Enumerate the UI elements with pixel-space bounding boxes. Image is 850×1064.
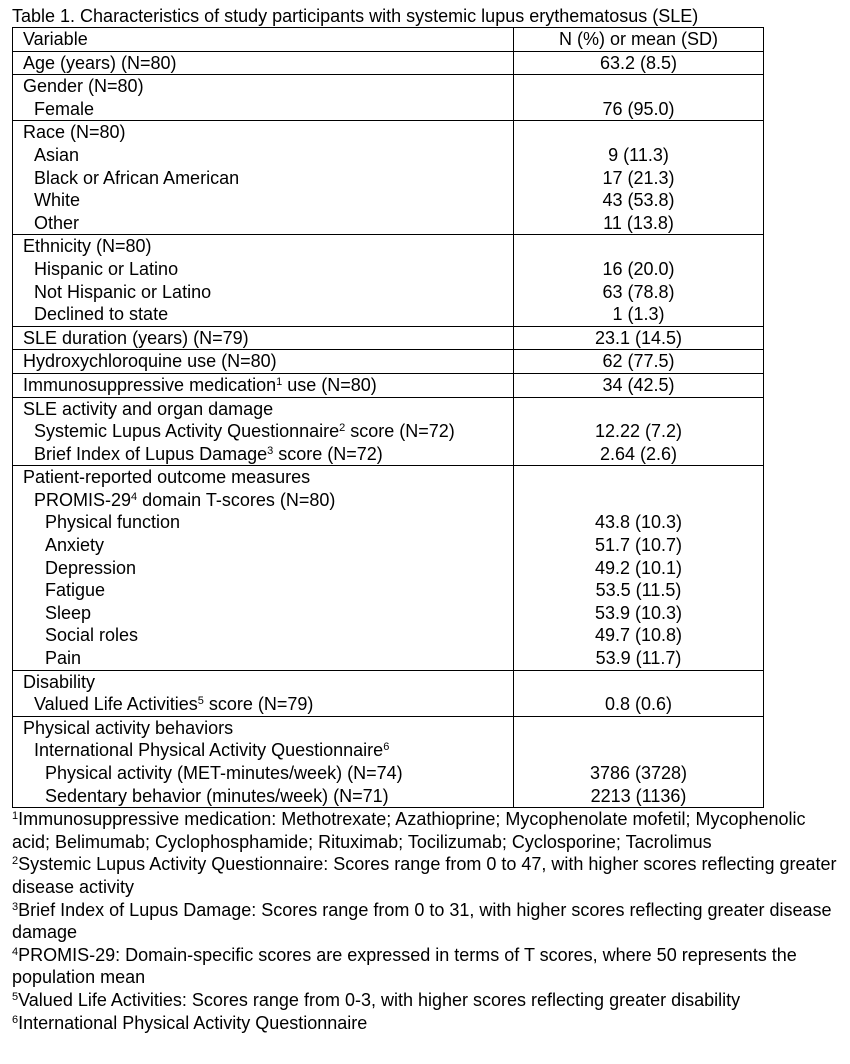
group-label: Physical activity behaviors: [23, 717, 234, 738]
header-value: N (%) or mean (SD): [558, 29, 719, 49]
row-label: Sedentary behavior (minutes/week) (N=71): [45, 785, 389, 806]
row-label: White: [34, 190, 81, 211]
table-row-gender: [13, 75, 764, 121]
row-value: 34 (42.5): [602, 374, 675, 395]
row-label: SLE duration (years) (N=79): [23, 327, 249, 348]
table-caption: Table 1. Characteristics of study participants with systemic lupus erythematosus (SLE): [12, 6, 699, 26]
row-label: Physical function: [45, 512, 181, 533]
row-value: 49.2 (10.1): [594, 557, 683, 578]
footnote-5: $^5$Valued Life Activities: Scores range from 0-3, with higher scores reflecting greater disability: [12, 989, 741, 1010]
row-label: Not Hispanic or Latino: [34, 281, 212, 302]
row-value: 17 (21.3): [602, 167, 675, 188]
row-value: 51.7 (10.7): [594, 535, 683, 556]
table-row-immunosuppressive: [13, 373, 764, 397]
row-label: Declined to state: [34, 304, 169, 325]
row-value: 16 (20.0): [602, 258, 675, 279]
table-row-duration: [13, 326, 764, 350]
footnote-1: $^1$Immunosuppressive medication: Methotrexate; Azathioprine; Mycophenolate mofetil; Mycophenolic acid; Belimumab; Cyclophosphamide; Rituximab; Tocilizumab; Cyclosporine; Tacrolimus: [12, 809, 806, 852]
row-label: Hydroxychloroquine use (N=80): [23, 351, 277, 372]
row-value: 53.9 (11.7): [595, 648, 682, 669]
group-label: Race (N=80): [23, 122, 126, 143]
row-value: 23.1 (14.5): [594, 327, 683, 348]
row-value: 43.8 (10.3): [594, 512, 683, 533]
row-label: Brief Index of Lupus Damage$^3$ score (N=72): [34, 443, 383, 464]
table-header-row: [13, 28, 764, 52]
characteristics-table: [12, 27, 764, 808]
footnote-marker: 1: [276, 375, 283, 388]
table-row-hydroxychloroquine: [13, 350, 764, 374]
table-row-ethnicity: [13, 235, 764, 326]
row-value: 53.9 (10.3): [594, 602, 683, 623]
row-value: 2.64 (2.6): [599, 443, 678, 464]
row-label: Fatigue: [45, 580, 106, 601]
row-value: 2213 (1136): [590, 785, 687, 806]
row-value: 1 (1.3): [612, 304, 665, 325]
row-label: Pain: [45, 648, 82, 669]
table-row-age: [13, 51, 764, 75]
row-value: 53.5 (11.5): [595, 580, 682, 601]
subgroup-label: PROMIS-$29^4$ domain T-scores (N=80): [34, 489, 336, 510]
row-value: 0.8 (0.6): [604, 694, 673, 715]
row-label: Female: [34, 98, 95, 119]
subgroup-label: International Physical Activity Questionnaire$^6$: [34, 740, 390, 761]
row-label: Black or African American: [34, 167, 240, 188]
group-label: Patient-reported outcome measures: [23, 467, 311, 488]
footnote-4: $^4$PROMIS-29: Domain-specific scores are expressed in terms of T scores, where 50 represents the population mean: [12, 944, 797, 988]
footnote-marker: 4: [131, 490, 138, 503]
row-label: Systemic Lupus Activity Questionnaire$^2$ score (N=72): [34, 421, 455, 442]
group-label: Disability: [23, 671, 96, 692]
row-label: Valued Life Activities$^5$ score (N=79): [34, 694, 314, 715]
group-label: Gender (N=80): [23, 76, 144, 97]
table-row-physical-activity: [13, 716, 764, 807]
footnote-marker: 6: [383, 741, 390, 754]
table-row-pro: [13, 466, 764, 670]
row-label: Sleep: [45, 602, 92, 623]
footnote-2: $^2$Systemic Lupus Activity Questionnaire: Scores range from 0 to 47, with higher scores reflecting greater disease activity: [12, 854, 837, 897]
table-row-activity: [13, 397, 764, 466]
group-label: SLE activity and organ damage: [23, 398, 274, 419]
footnote-marker: 2: [339, 422, 346, 435]
table-row-disability: [13, 670, 764, 716]
header-variable: Variable: [23, 29, 88, 49]
row-value: 11 (13.8): [603, 212, 674, 233]
row-label: Physical activity (MET-minutes/week) (N=74): [45, 763, 403, 783]
row-label: Asian: [34, 144, 80, 165]
row-label: Other: [34, 212, 80, 233]
row-label: Age (years) (N=80): [23, 52, 177, 73]
footnotes: [12, 808, 842, 1034]
row-value: 63.2 (8.5): [599, 52, 678, 73]
row-value: 3786 (3728): [589, 763, 688, 783]
row-value: 12.22 (7.2): [594, 421, 683, 442]
row-value: 63 (78.8): [602, 281, 675, 302]
row-value: 62 (77.5): [602, 351, 675, 372]
row-value: 43 (53.8): [602, 190, 675, 211]
row-label: Social roles: [45, 625, 139, 646]
footnote-3: $^3$Brief Index of Lupus Damage: Scores range from 0 to 31, with higher scores reflecting greater disease damage: [12, 899, 832, 943]
row-label: Depression: [45, 557, 137, 578]
row-value: 49.7 (10.8): [594, 625, 683, 646]
row-label: Immunosuppressive medication$^1$ use (N=80): [23, 374, 377, 395]
footnote-6: $^6$International Physical Activity Questionnaire: [12, 1012, 368, 1033]
row-label: Anxiety: [45, 535, 105, 556]
footnote-marker: 5: [197, 695, 204, 708]
row-label: Hispanic or Latino: [34, 258, 179, 279]
row-value: 76 (95.0): [602, 98, 675, 119]
footnote-marker: 3: [267, 444, 274, 457]
row-value: 9 (11.3): [608, 144, 669, 165]
group-label: Ethnicity (N=80): [23, 236, 152, 257]
table-row-race: [13, 121, 764, 235]
